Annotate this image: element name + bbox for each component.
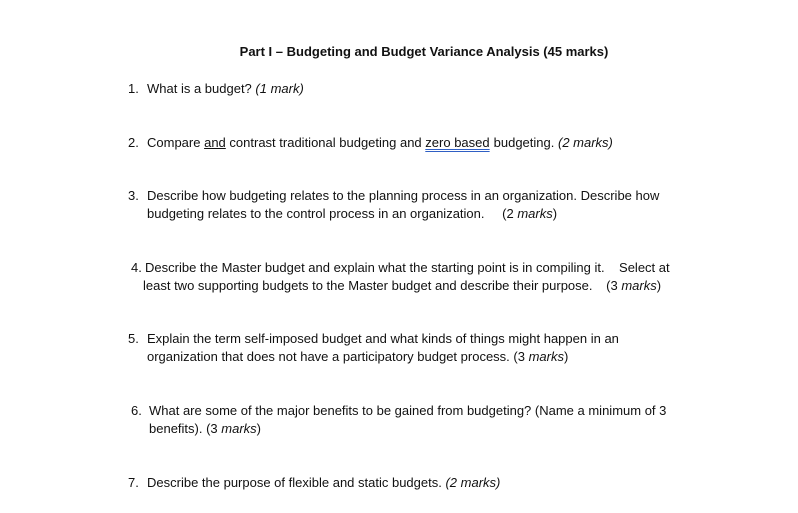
page-title: Part I – Budgeting and Budget Variance Analysis (45 marks) — [239, 44, 609, 59]
document-page: Part I – Budgeting and Budget Variance Analysis (45 marks) 1. What is a budget? (1 mark) 2. Compare and contrast traditional budgeting and zero based budgeting. (2 marks) 3. Describe how budgeting relates to the planning process in an organization. Describe how budgeting relates to the control process in an organization. (2 marks) 4. Describe the Master budget and explain what the starting point is in compiling it. Select at least two supporting budgets to the Master budget and describe their purpose. (3 marks) 5. Explain the term self-imposed budget and what kinds of things might happen in an organization that does not have a participatory budget process. (3 marks) 6. What are some of the major benefits to be gained from budgeting? (Name a minimum of 3 benefits). (3 marks) 7. Describe the purpose of flexible and static budgets. (2 marks) — [0, 0, 798, 513]
underlined-word: and — [204, 135, 226, 150]
question-marks: (3 marks) — [606, 278, 662, 293]
question-text: least two supporting budgets to the Master budget and describe their purpose. — [143, 278, 593, 293]
question-text: Describe the Master budget and explain what the starting point is in compiling it. Select at — [145, 260, 670, 275]
question-text: What is a budget? — [147, 81, 252, 96]
question-text: benefits). (3 — [149, 421, 218, 436]
question-text: Describe the purpose of flexible and static budgets. — [147, 475, 442, 490]
question-marks: marks — [528, 349, 564, 364]
grammar-flag-word[interactable]: zero based — [425, 135, 490, 150]
question-text: Explain the term self-imposed budget and what kinds of things might happen in an — [147, 331, 619, 346]
question-number: 7. — [128, 475, 139, 490]
question-number: 3. — [128, 188, 139, 203]
question-text: Describe how budgeting relates to the planning process in an organization. Describe how — [147, 188, 660, 203]
question-number: 1. — [128, 81, 139, 96]
question-text: Compare — [147, 135, 201, 150]
question-text: What are some of the major benefits to be gained from budgeting? (Name a minimum of 3 — [149, 403, 667, 418]
question-number: 4. — [131, 260, 142, 275]
question-marks: (1 mark) — [255, 81, 304, 96]
question-marks: (2 marks) — [557, 135, 613, 150]
question-text: budgeting relates to the control process in an organization. — [147, 206, 485, 221]
question-number: 6. — [131, 403, 142, 418]
question-marks: (2 marks) — [445, 475, 501, 490]
question-number: 5. — [128, 331, 139, 346]
question-text: budgeting. — [493, 135, 555, 150]
question-text: contrast traditional budgeting and — [229, 135, 422, 150]
question-marks: marks — [221, 421, 257, 436]
question-text: organization that does not have a participatory budget process. (3 — [147, 349, 525, 364]
question-marks: (2 marks) — [502, 206, 558, 221]
question-number: 2. — [128, 135, 139, 150]
